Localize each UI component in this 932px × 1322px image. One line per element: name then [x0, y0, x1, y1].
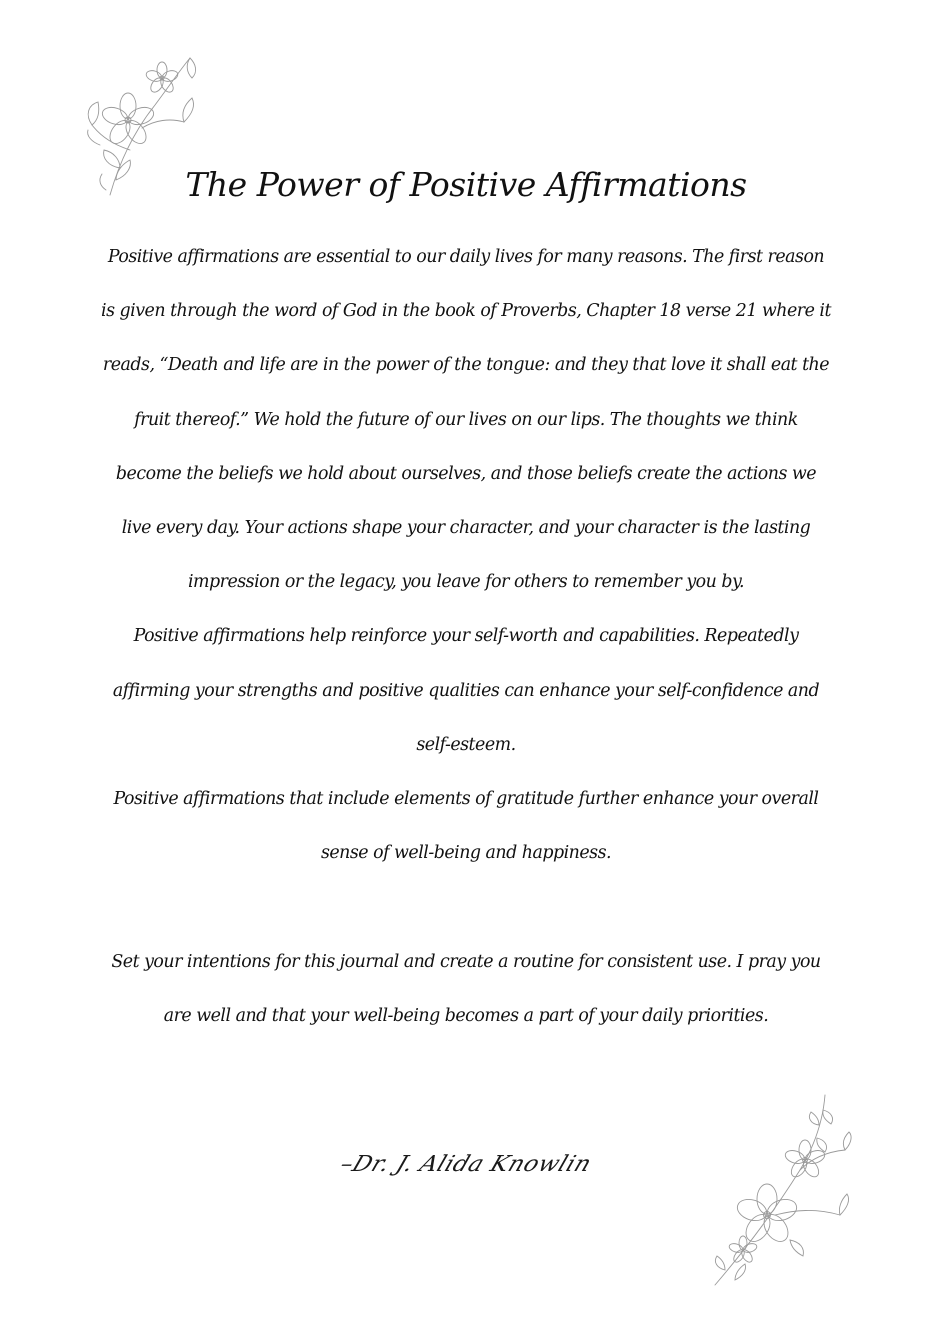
paragraph-gratitude: Positive affirmations that include elements of gratitude further enhance your overall sense of well-being and happiness. [113, 789, 819, 864]
page-title: The Power of Positive Affirmations [185, 165, 747, 204]
paragraph-spacer [100, 880, 832, 934]
paragraph-intro: Positive affirmations are essential to our daily lives for many reasons. The first reason is given through the word of God in the book of Proverbs, Chapter 18 verse 21 where it reads, “Death and life are in the power of the tongue: and they that love it shall eat the fruit thereof.” We hold the future of our lives on our lips. The thoughts we think become the beliefs we hold about ourselves, and those beliefs create the actions we live every day. Your actions shape your character, and your character is the lasting impression or the legacy, you leave for others to remember you by. [101, 247, 831, 593]
floral-bottom-right-icon [705, 1090, 855, 1290]
paragraph-self-worth: Positive affirmations help reinforce your self-worth and capabilities. Repeatedly affirming your strengths and positive qualities can enhance your self-confidence and self-esteem. [112, 626, 820, 755]
body-text [100, 230, 832, 1043]
paragraph-intentions: Set your intentions for this journal and create a routine for consistent use. I pray you are well and that your well-being becomes a part of your daily priorities. [111, 951, 821, 1026]
signature-text: –Dr. J. Alida Knowlin [336, 1152, 596, 1177]
